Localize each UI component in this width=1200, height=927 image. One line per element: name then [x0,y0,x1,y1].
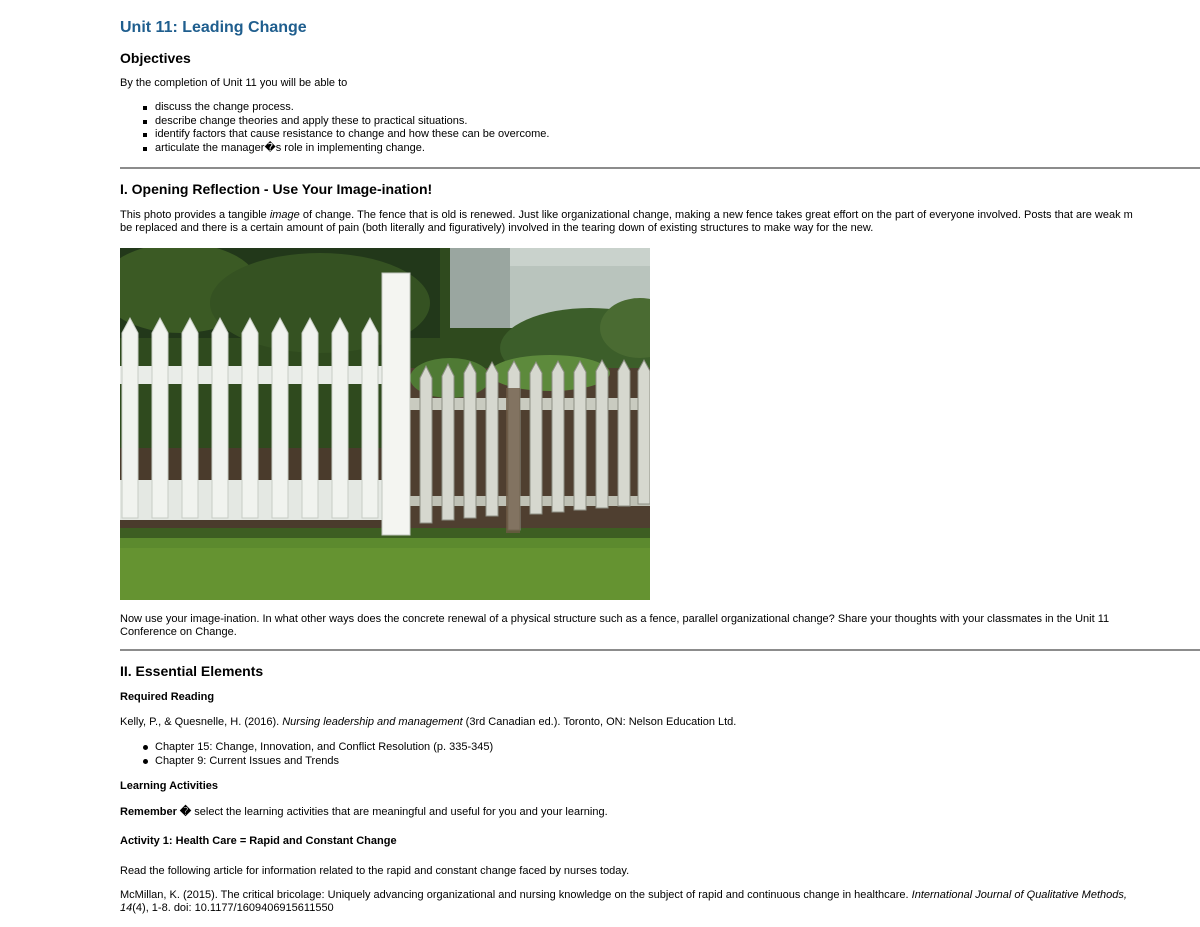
textbook-citation: Kelly, P., & Quesnelle, H. (2016). Nursing leadership and management (3rd Canadian ed.). Toronto, ON: Nelson Education Ltd. [120,716,737,728]
objectives-heading: Objectives [120,50,191,66]
remember-note: Remember � select the learning activities that are meaningful and useful for you and your learning. [120,806,608,818]
section1-heading: I. Opening Reflection - Use Your Image-ination! [120,181,433,197]
square-bullet-icon [143,120,147,124]
list-item: Chapter 9: Current Issues and Trends [120,755,493,769]
objectives-list [120,101,549,155]
list-item: Chapter 15: Change, Innovation, and Conflict Resolution (p. 335-345) [120,741,493,755]
activity1-heading: Activity 1: Health Care = Rapid and Constant Change [120,835,397,847]
section2-heading: II. Essential Elements [120,663,264,679]
fence-photo-illustration [120,248,650,600]
page-title: Unit 11: Leading Change [120,19,307,36]
chapters-list [120,741,493,768]
square-bullet-icon [143,133,147,137]
article-citation-line2: 14(4), 1-8. doi: 10.1177/1609406915611550 [120,902,334,914]
section1-paragraph-line2: be replaced and there is a certain amount of pain (both literally and figuratively) involved in the tearing down of existing structures to make way for the new. [120,222,874,234]
fence-photo [120,248,650,600]
section1-paragraph: This photo provides a tangible image of change. The fence that is old is renewed. Just like organizational change, making a new fence takes great effort on the part of everyone involved. Posts that are weak m [120,209,1133,221]
list-item: describe change theories and apply these to practical situations. [120,115,549,129]
required-reading-heading: Required Reading [120,691,215,703]
disc-bullet-icon [143,759,148,764]
square-bullet-icon [143,106,147,110]
list-item: identify factors that cause resistance to change and how these can be overcome. [120,128,549,142]
learning-activities-heading: Learning Activities [120,780,219,792]
activity1-intro: Read the following article for information related to the rapid and constant change faced by nurses today. [120,865,630,877]
disc-bullet-icon [143,745,148,750]
section1-reflection-paragraph-line2: Conference on Change. [120,626,237,638]
article-citation: McMillan, K. (2015). The critical bricolage: Uniquely advancing organizational and nursing knowledge on the subject of rapid and continuous change in healthcare. International Journal of Qualitative Methods, [120,889,1127,901]
section1-reflection-paragraph: Now use your image-ination. In what other ways does the concrete renewal of a physical structure such as a fence, parallel organizational change? Share your thoughts with your classmates in the Unit 11 [120,613,1110,625]
objectives-intro: By the completion of Unit 11 you will be able to [120,77,348,89]
square-bullet-icon [143,147,147,151]
list-item: discuss the change process. [120,101,549,115]
list-item: articulate the manager�s role in implementing change. [120,142,549,156]
section-divider [120,167,1200,169]
section-divider [120,649,1200,651]
